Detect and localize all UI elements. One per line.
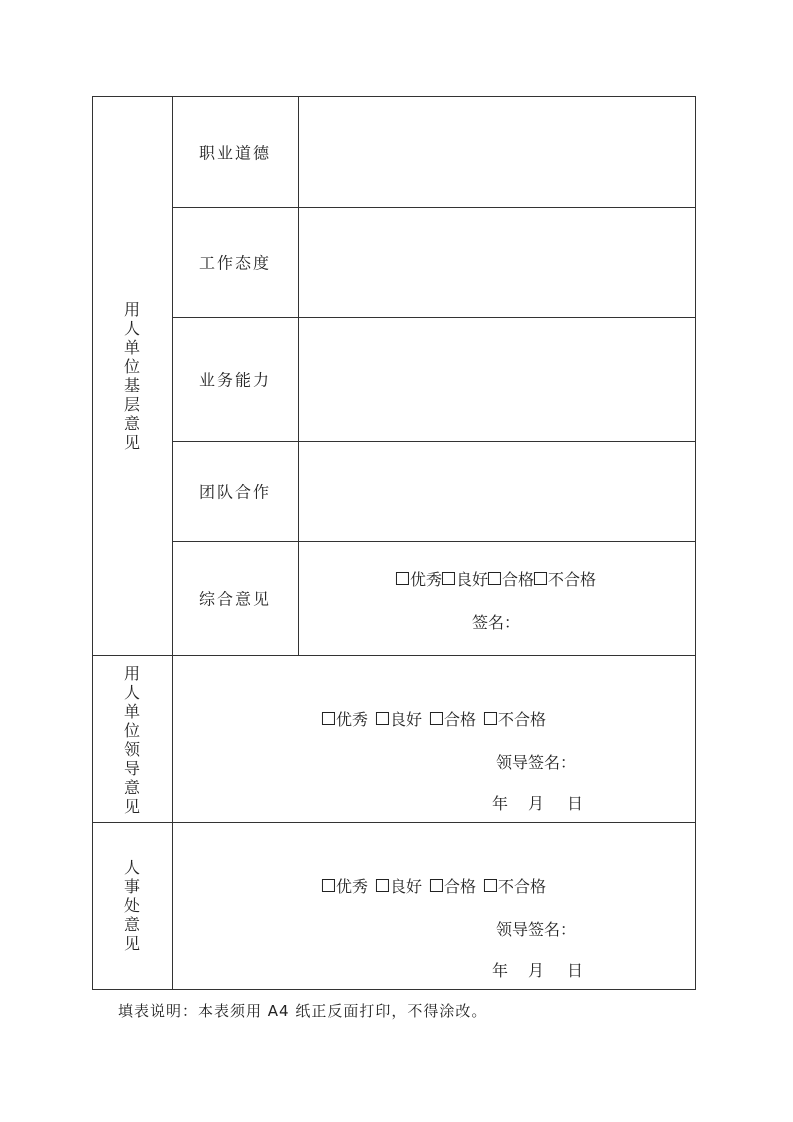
answer-cell-teamwork[interactable] xyxy=(300,443,694,540)
checkbox-icon xyxy=(396,572,409,585)
answer-cell-professional-ethics[interactable] xyxy=(300,98,694,206)
checkbox-icon xyxy=(376,712,389,725)
row-label-work-attitude: 工作态度 xyxy=(198,253,272,273)
column-divider xyxy=(298,96,299,656)
checkbox-good[interactable] xyxy=(376,707,422,730)
section-divider xyxy=(92,822,696,823)
checkbox-icon xyxy=(488,572,501,585)
date-year-label: 年 xyxy=(492,961,509,980)
option-label: 良好 xyxy=(455,570,488,589)
section-label-hr-office: 人事处意见 xyxy=(123,858,140,953)
table-border-bottom xyxy=(92,989,696,990)
table-border-left xyxy=(92,96,93,990)
column-divider xyxy=(172,96,173,990)
checkbox-icon xyxy=(484,712,497,725)
checkbox-pass[interactable] xyxy=(430,874,476,897)
row-label-teamwork: 团队合作 xyxy=(198,482,272,502)
date-month-label: 月 xyxy=(528,794,545,813)
checkbox-icon xyxy=(322,712,335,725)
checkbox-good[interactable] xyxy=(376,874,422,897)
checkbox-icon xyxy=(376,879,389,892)
checkbox-icon xyxy=(322,879,335,892)
checkbox-excellent[interactable] xyxy=(322,707,368,730)
section-label-leadership: 用人单位领导意见 xyxy=(123,664,140,816)
hr-rating-options xyxy=(322,874,546,897)
option-label: 合格 xyxy=(444,710,477,729)
option-label: 不合格 xyxy=(498,877,547,896)
option-label: 不合格 xyxy=(548,570,597,589)
table-border-top xyxy=(92,96,696,97)
row-divider xyxy=(172,441,696,442)
overall-rating-options xyxy=(396,567,596,590)
checkbox-excellent[interactable] xyxy=(322,874,368,897)
row-label-business-ability: 业务能力 xyxy=(198,370,272,390)
leader-signature-label: 领导签名： xyxy=(496,920,577,939)
leader-signature-label: 领导签名： xyxy=(496,753,577,772)
answer-cell-business-ability[interactable] xyxy=(300,319,694,440)
checkbox-good[interactable] xyxy=(442,567,488,590)
option-label: 优秀 xyxy=(409,570,442,589)
checkbox-icon xyxy=(534,572,547,585)
checkbox-pass[interactable] xyxy=(488,567,534,590)
section-divider xyxy=(92,655,696,656)
option-label: 合格 xyxy=(502,570,535,589)
checkbox-pass[interactable] xyxy=(430,707,476,730)
date-day-label: 日 xyxy=(567,794,584,813)
form-instructions-note: 填表说明：本表须用 A4 纸正反面打印，不得涂改。 xyxy=(118,1002,488,1020)
option-label: 良好 xyxy=(389,877,422,896)
date-year-label: 年 xyxy=(492,794,509,813)
checkbox-icon xyxy=(442,572,455,585)
signature-label: 签名： xyxy=(472,613,521,632)
date-day-label: 日 xyxy=(567,961,584,980)
table-border-right xyxy=(695,96,696,990)
checkbox-icon xyxy=(484,879,497,892)
row-label-professional-ethics: 职业道德 xyxy=(198,143,272,163)
row-label-overall-opinion: 综合意见 xyxy=(198,589,272,609)
row-divider xyxy=(172,541,696,542)
option-label: 合格 xyxy=(444,877,477,896)
checkbox-icon xyxy=(430,879,443,892)
option-label: 优秀 xyxy=(335,710,368,729)
checkbox-fail[interactable] xyxy=(534,567,596,590)
option-label: 不合格 xyxy=(498,710,547,729)
date-month-label: 月 xyxy=(528,961,545,980)
answer-cell-work-attitude[interactable] xyxy=(300,209,694,316)
section-label-grassroots: 用人单位基层意见 xyxy=(123,300,140,452)
checkbox-fail[interactable] xyxy=(484,707,546,730)
checkbox-icon xyxy=(430,712,443,725)
leadership-rating-options xyxy=(322,707,546,730)
option-label: 优秀 xyxy=(335,877,368,896)
row-divider xyxy=(172,207,696,208)
row-divider xyxy=(172,317,696,318)
checkbox-excellent[interactable] xyxy=(396,567,442,590)
option-label: 良好 xyxy=(389,710,422,729)
checkbox-fail[interactable] xyxy=(484,874,546,897)
